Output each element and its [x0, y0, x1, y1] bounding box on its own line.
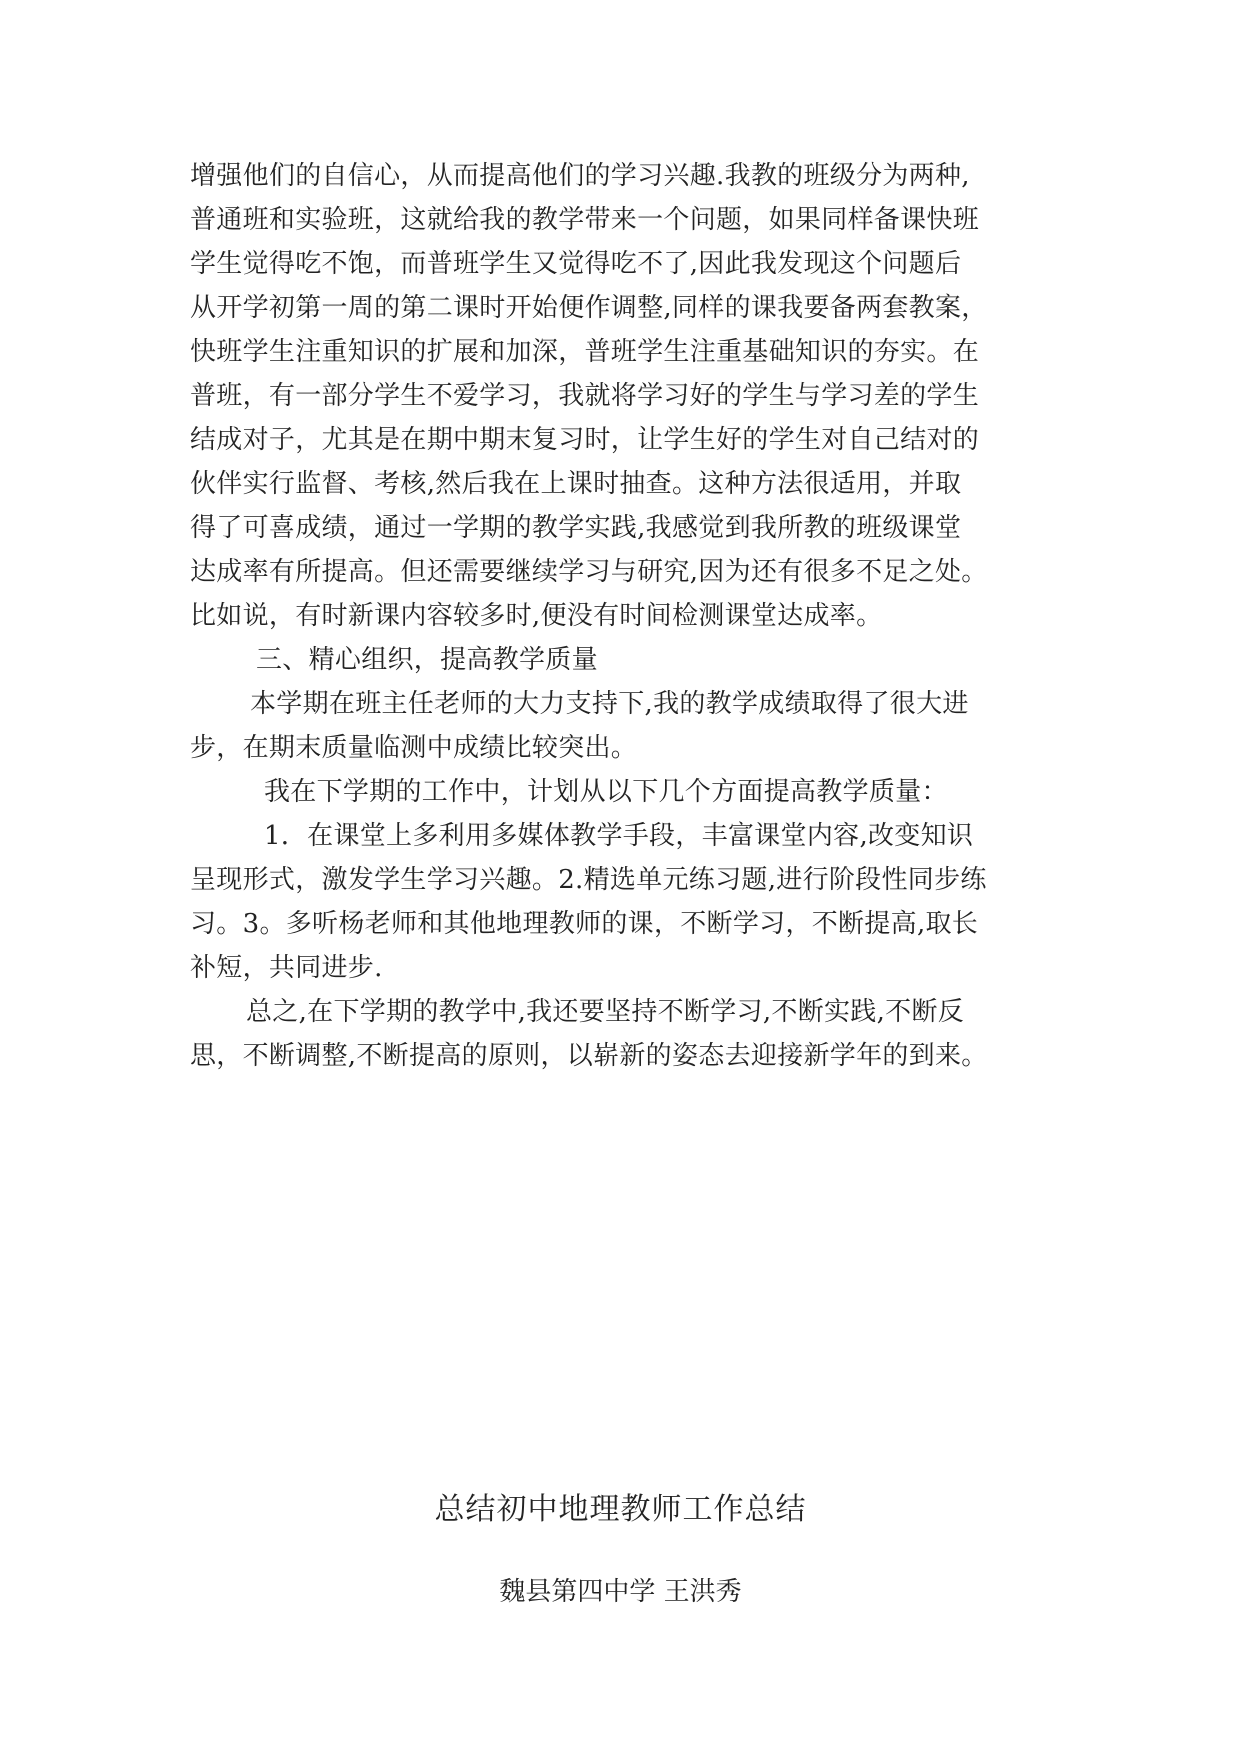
body-line: 比如说，有时新课内容较多时,便没有时间检测课堂达成率。 — [190, 601, 883, 631]
document-title: 总结初中地理教师工作总结 — [434, 1492, 807, 1527]
body-line: 普班，有一部分学生不爱学习，我就将学习好的学生与学习差的学生 — [190, 381, 980, 411]
body-line: 从开学初第一周的第二课时开始便作调整,同样的课我要备两套教案， — [190, 293, 988, 323]
body-line: 伙伴实行监督、考核,然后我在上课时抽查。这种方法很适用，并取 — [190, 469, 962, 499]
document-author: 魏县第四中学 王洪秀 — [499, 1577, 742, 1607]
body-line: 步，在期末质量临测中成绩比较突出。 — [190, 733, 638, 763]
body-line: 快班学生注重知识的扩展和加深，普班学生注重基础知识的夯实。在 — [190, 337, 980, 367]
body-line: 补短，共同进步. — [190, 953, 383, 983]
document-body — [190, 154, 1064, 1078]
body-line: 我在下学期的工作中，计划从以下几个方面提高教学质量： — [264, 777, 948, 807]
body-line: 达成率有所提高。但还需要继续学习与研究,因为还有很多不足之处。 — [190, 557, 988, 587]
body-line: 思，不断调整,不断提高的原则，以崭新的姿态去迎接新学年的到来。 — [190, 1041, 988, 1071]
body-line: 得了可喜成绩，通过一学期的教学实践,我感觉到我所教的班级课堂 — [190, 513, 962, 543]
body-line: 结成对子，尤其是在期中期末复习时，让学生好的学生对自己结对的 — [190, 425, 980, 455]
body-line: 呈现形式，激发学生学习兴趣。2.精选单元练习题,进行阶段性同步练 — [190, 865, 987, 895]
body-line: 本学期在班主任老师的大力支持下,我的教学成绩取得了很大进 — [250, 689, 969, 719]
section-heading: 三、精心组织，提高教学质量 — [256, 645, 598, 675]
body-line: 普通班和实验班，这就给我的教学带来一个问题，如果同样备课快班 — [190, 205, 980, 235]
body-line: 习。3。多听杨老师和其他地理教师的课，不断学习，不断提高,取长 — [190, 909, 979, 939]
list-item: 1．在课堂上多利用多媒体教学手段，丰富课堂内容,改变知识 — [264, 821, 974, 851]
body-line: 总之,在下学期的教学中,我还要坚持不断学习,不断实践,不断反 — [246, 997, 965, 1027]
body-line: 增强他们的自信心，从而提高他们的学习兴趣.我教的班级分为两种, — [190, 161, 970, 191]
body-line: 学生觉得吃不饱，而普班学生又觉得吃不了,因此我发现这个问题后 — [190, 249, 962, 279]
